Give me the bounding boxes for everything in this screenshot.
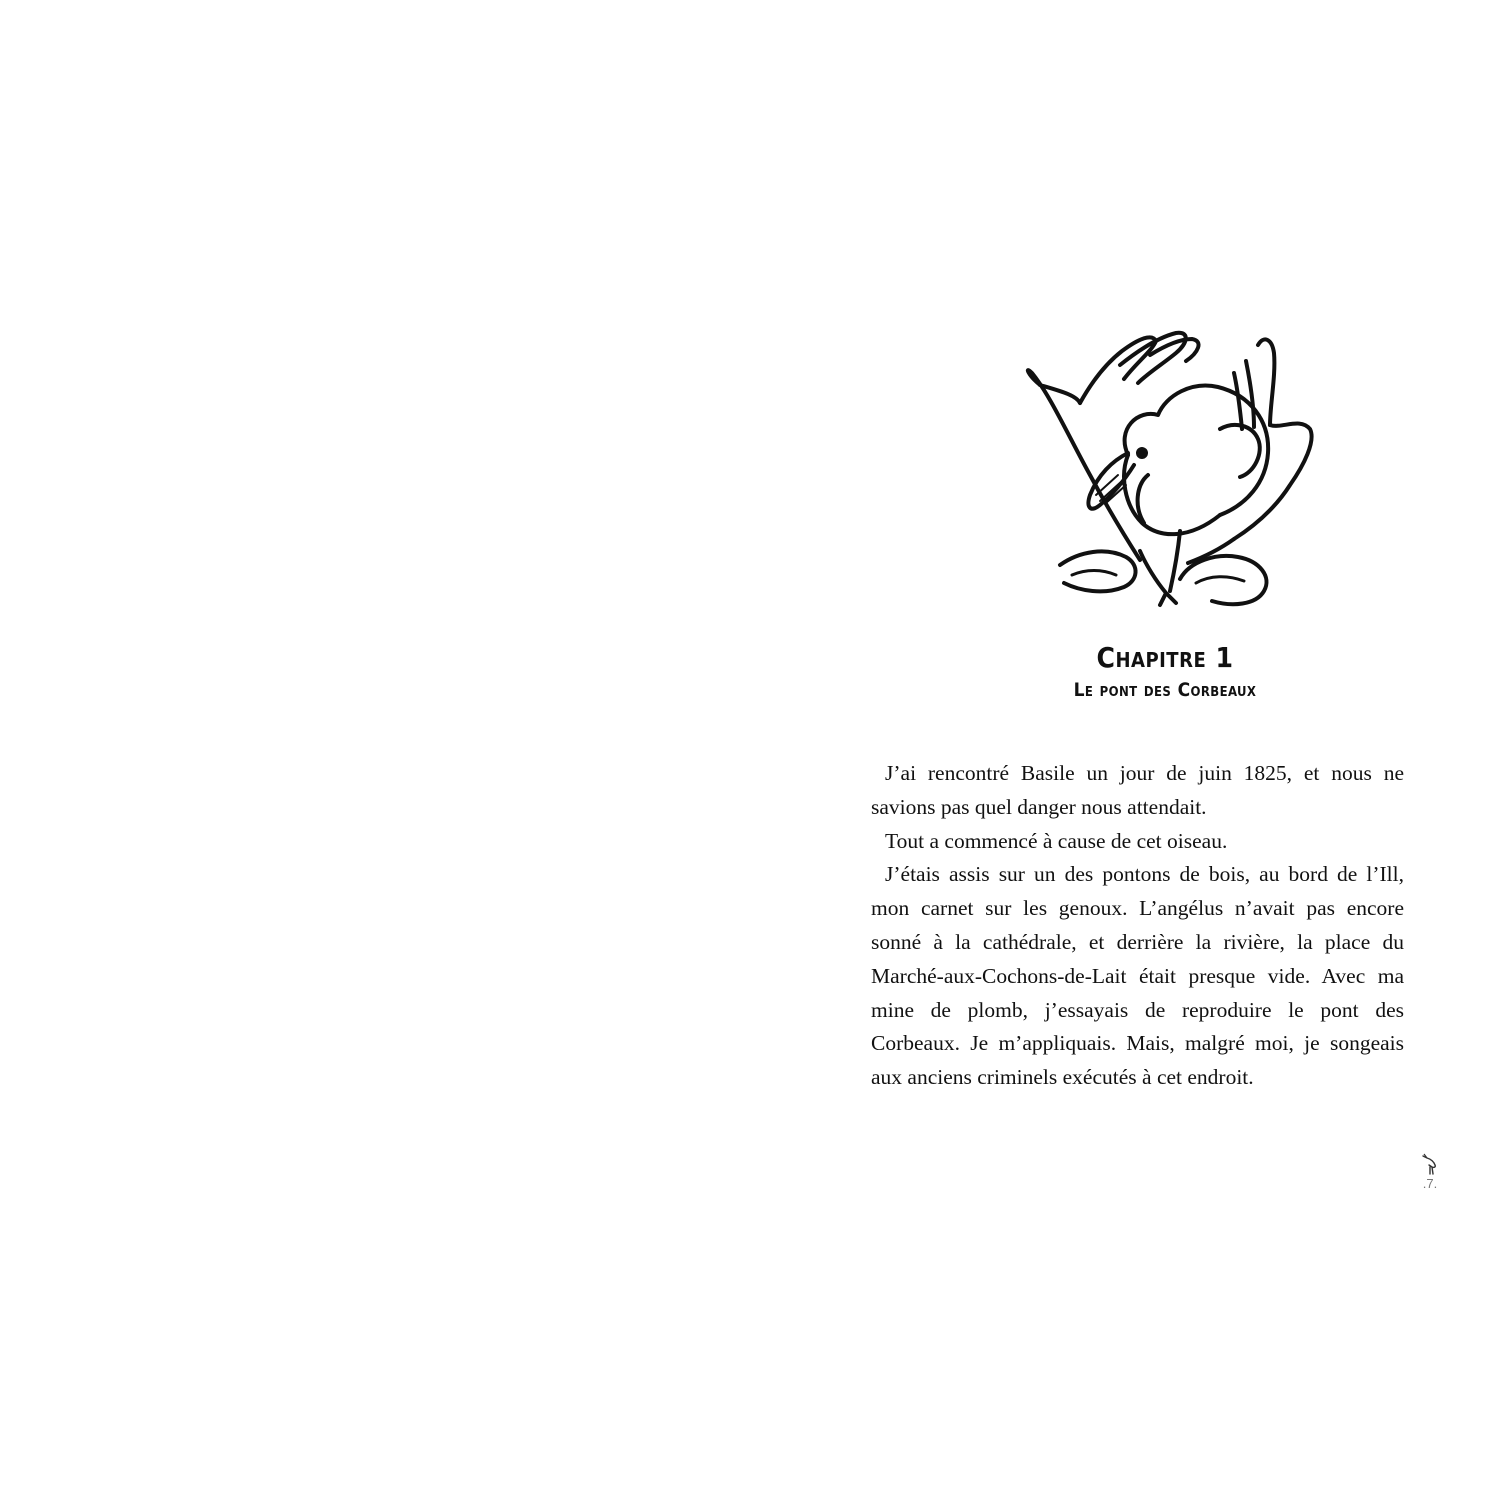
chapter-title: Chapitre 1 [1096, 641, 1234, 674]
folio [1415, 1153, 1445, 1193]
chapter-subtitle: Le pont des Corbeaux [1073, 679, 1257, 701]
chapter-heading [1010, 640, 1320, 704]
body-text [871, 757, 1404, 1095]
stork-icon [1421, 1153, 1439, 1175]
page-number: .7. [1422, 1176, 1438, 1191]
right-page [750, 0, 1500, 1500]
paragraph: J’ai rencontré Basile un jour de juin 1825, et nous ne savions pas quel danger nous attendait. [871, 761, 1404, 819]
paragraph: J’étais assis sur un des pontons de bois, au bord de l’Ill, mon carnet sur les genoux. L’angélus n’avait pas encore sonné à la cathédrale, et derrière la rivière, la place du Marché-aux-Cochons-de-Lait était presque vide. Avec ma mine de plomb, j’essayais de reproduire le pont des Corbeaux. Je m’appliquais. Mais, malgré moi, je songeais aux anciens criminels exécutés à cet endroit. [871, 862, 1404, 1090]
paragraph: Tout a commencé à cause de cet oiseau. [885, 828, 1228, 853]
hands-holding-bird-icon [1020, 325, 1320, 615]
